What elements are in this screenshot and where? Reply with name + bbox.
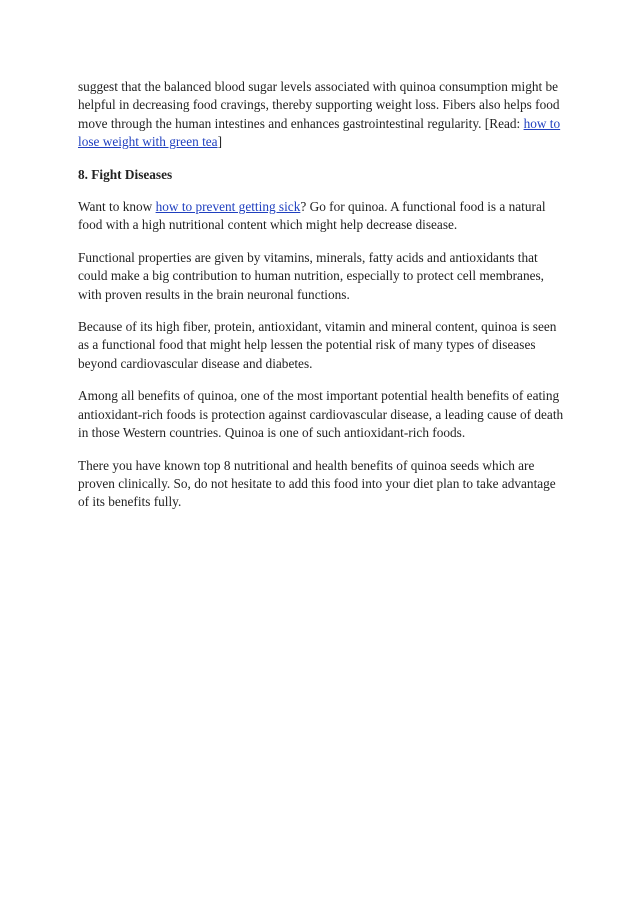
section-heading: 8. Fight Diseases [78,166,173,182]
paragraph-among: Among all benefits of quinoa, one of the most important potential health benefits of eating antioxidant-rich foods is protection against cardiovascular disease, a leading cause of death in those Western countries. Quinoa is one of such antioxidant-rich foods. [78,388,564,441]
paragraph-want-lead: Want to know [78,199,156,215]
paragraph-want-rest: ? Go for quinoa. A functional food is a natural food with a high nutritional content which might help decrease disease. [78,199,546,233]
link-green-tea[interactable]: how to lose weight with green tea [78,115,561,150]
document-body [78,78,568,526]
paragraph-intro-close: ] [217,134,223,150]
paragraph-intro-text: suggest that the balanced blood sugar levels associated with quinoa consumption might be helpful in decreasing food cravings, thereby supporting weight loss. Fibers also helps food move through the human intestines and enhances gastrointestinal regularity. [Read: [78,79,560,131]
paragraph-want-to-know [78,198,568,235]
paragraph-functional: Functional properties are given by vitamins, minerals, fatty acids and antioxidants that could make a big contribution to human nutrition, especially to protect cell membranes, with proven results in the brain neuronal functions. [78,249,545,302]
paragraph-because: Because of its high fiber, protein, antioxidant, vitamin and mineral content, quinoa is seen as a functional food that might help lessen the potential risk of many types of diseases beyond cardiovascular disease and diabetes. [78,319,557,371]
paragraph-intro [78,78,568,152]
paragraph-conclusion: There you have known top 8 nutritional and health benefits of quinoa seeds which are proven clinically. So, do not hesitate to add this food into your diet plan to take advantage of its benefits fully. [78,457,556,510]
link-prevent-sick[interactable]: how to prevent getting sick [155,199,301,215]
